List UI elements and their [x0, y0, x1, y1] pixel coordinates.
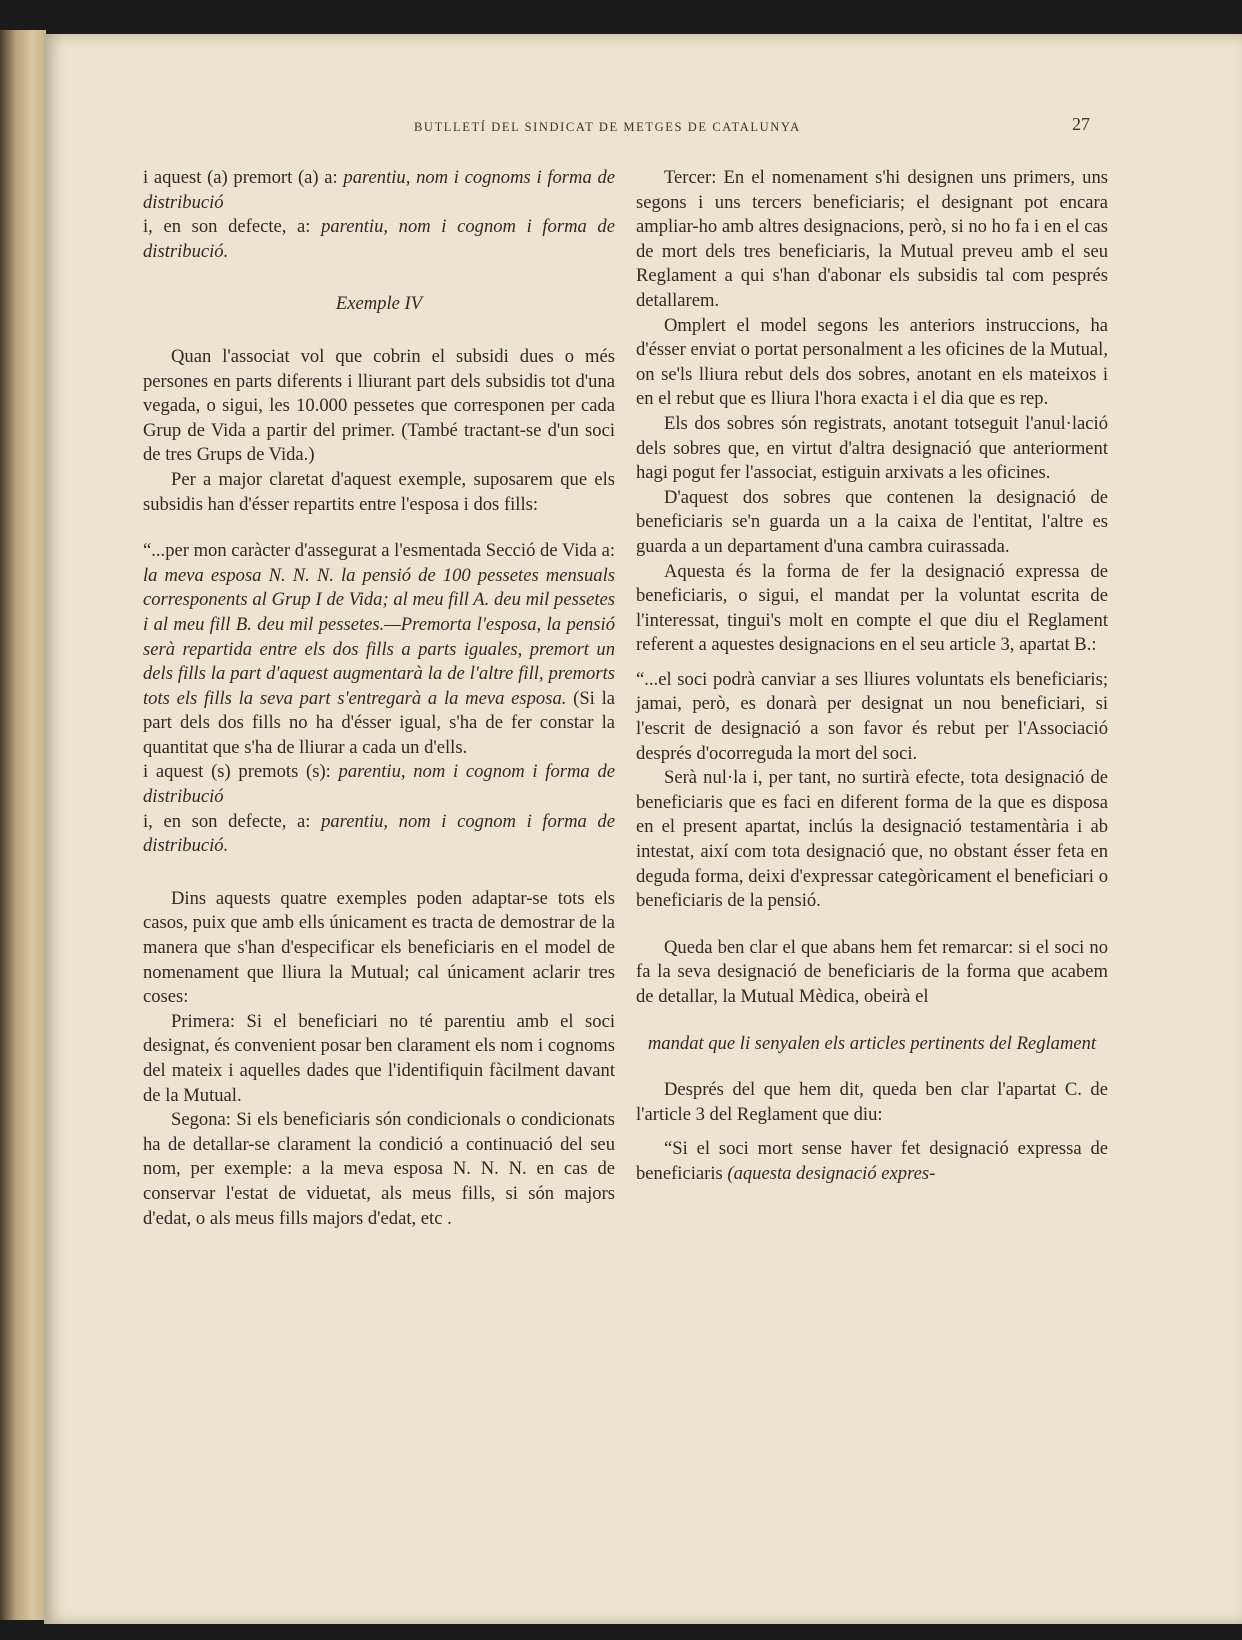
italic-text: la meva esposa N. N. N. la pensió de 100 pessetes mensuals corresponents al Grup I de Vida; al meu fill A. deu mil pessetes i al meu fill B. deu mil pessetes.—Premorta l'esposa, la pensió serà repartida entre els dos fills a parts iguales, premort un dels fills la part d'aquest augmentarà la de l'altre fill, premorts tots els fills la seva part s'entregarà a la meva esposa.	[143, 564, 615, 709]
page-number: 27	[1072, 114, 1090, 134]
paragraph: Dins aquests quatre exemples poden adaptar-se tots els casos, puix que amb ells únicament es tracta de demostrar de la manera que s'han d'especificar els beneficiaris en el model de nomenament que lliura la Mutual; cal únicament aclarir tres coses:	[143, 887, 615, 1008]
quoted-regulation: “...el soci podrà canviar a ses lliures voluntats els beneficiaris; jamai, però, es donarà per designat un nou beneficiari, si l'escrit de designació a son favor és rebut per l'Associació després d'ocorreguda la mort del soci.	[636, 668, 1108, 764]
paragraph: Primera: Si el beneficiari no té parentiu amb el soci designat, és convenient posar ben clarament els nom i cognoms del mateix i aquelles dades que l'identifiquin fàcilment davant de la Mutual.	[143, 1010, 615, 1106]
paragraph: D'aquest dos sobres que contenen la designació de beneficiaris se'n guarda un a la caixa de l'entitat, l'altre es guarda a un departament d'una cambra cuirassada.	[636, 486, 1108, 557]
right-column	[636, 166, 1108, 1187]
centered-italic-phrase: mandat que li senyalen els articles pertinents del Reglament	[647, 1032, 1097, 1054]
paragraph	[143, 215, 615, 264]
paragraph: Aquesta és la forma de fer la designació expressa de beneficiaris, o sigui, el mandat per la voluntat escrita de l'interessat, tingui's molt en compte el que diu el Reglament referent a aquestes designacions en el seu article 3, apartat B.:	[636, 560, 1108, 656]
text: i aquest (s) premots (s):	[143, 761, 339, 783]
book-spine	[0, 30, 46, 1620]
italic-text: (aquesta designació expres-	[727, 1162, 936, 1184]
paragraph	[143, 760, 615, 809]
paragraph: Omplert el model segons les anteriors instruccions, ha d'ésser enviat o portat personalment a les oficines de la Mutual, on se'ls lliura rebut dels dos sobres, anotant en els mateixos i en el rebut que es lliura l'hora exacta i el dia que es rep.	[636, 314, 1108, 410]
paragraph: Tercer: En el nomenament s'hi designen uns primers, uns segons i uns tercers beneficiaris; el designant pot encara ampliar-ho amb altres designacions, però, si no ho fa i en el cas de mort dels tres beneficiaris, la Mutual preveu amb el seu Reglament a qui s'han d'abonar els subsidis tal com pesprés detallarem.	[636, 167, 1108, 311]
italic-text: parentiu, nom i cognoms i forma de distribució	[143, 167, 615, 213]
paragraph: Serà nul·la i, per tant, no surtirà efecte, tota designació de beneficiaris que es faci en diferent forma de la que es disposa en el present apartat, inclús la designació testamentària i ab intestat, així com tota designació que, no obstant ésser feta en deguda forma, deixi d'expressar categòricament el beneficiari o beneficiaris de la pensió.	[636, 767, 1108, 912]
section-heading: Exemple IV	[335, 293, 423, 315]
text: “Si el soci mort sense haver fet designació expressa de beneficiaris	[636, 1138, 1108, 1184]
paragraph: Els dos sobres són registrats, anotant totseguit l'anul·lació dels sobres que, en virtut d'altra designació que anteriorment hagi pogut fer l'associat, estiguin arxivats a les oficines.	[636, 412, 1108, 484]
paragraph: Quan l'associat vol que cobrin el subsidi dues o més persones en parts diferents i lliurant part dels subsidis tot d'una vegada, o sigui, les 10.000 pessetes que corresponen per cada Grup de Vida a partir del primer. (També tractant-se d'un soci de tres Grups de Vida.)	[143, 345, 615, 466]
page-sheet	[44, 34, 1242, 1624]
quoted-regulation	[636, 1137, 1108, 1186]
text: i, en son defecte, a:	[143, 216, 322, 238]
italic-text: parentiu, nom i cognom i forma de distribució.	[143, 216, 615, 262]
paragraph	[143, 810, 615, 859]
left-column	[143, 166, 615, 1231]
paragraph: Segona: Si els beneficiaris són condicionals o condicionats ha de detallar-se clarament la condició a continuació del seu nom, per exemple: a la meva esposa N. N. N. en cas de conservar l'estat de viduetat, als meus fills, si són majors d'edat, o als meus fills majors d'edat, etc .	[143, 1109, 615, 1229]
page-header	[44, 116, 1242, 140]
paragraph: Per a major claretat d'aquest exemple, suposarem que els subsidis han d'ésser repartits entre l'esposa i dos fills:	[143, 468, 615, 515]
text: i aquest (a) premort (a) a:	[143, 167, 344, 188]
italic-text: parentiu, nom i cognom i forma de distribució.	[143, 810, 615, 857]
paragraph	[143, 166, 615, 215]
italic-text: parentiu, nom i cognom i forma de distribució	[143, 761, 615, 808]
text: (Si la part dels dos fills no ha d'ésser igual, s'ha de fer constar la quantitat que s'ha de lliurar a cada un d'ells.	[143, 687, 615, 758]
running-head: BUTLLETÍ DEL SINDICAT DE METGES DE CATALUNYA	[414, 120, 801, 134]
paragraph: Després del que hem dit, queda ben clar l'apartat C. de l'article 3 del Reglament que diu:	[636, 1079, 1108, 1125]
paragraph: Queda ben clar el que abans hem fet remarcar: si el soci no fa la seva designació de beneficiaris de la forma que acabem de detallar, la Mutual Mèdica, obeirà el	[636, 936, 1108, 1007]
text: “...per mon caràcter d'assegurat a l'esmentada Secció de Vida a:	[143, 540, 615, 562]
quoted-example	[143, 539, 615, 760]
text: i, en son defecte, a:	[143, 810, 322, 832]
